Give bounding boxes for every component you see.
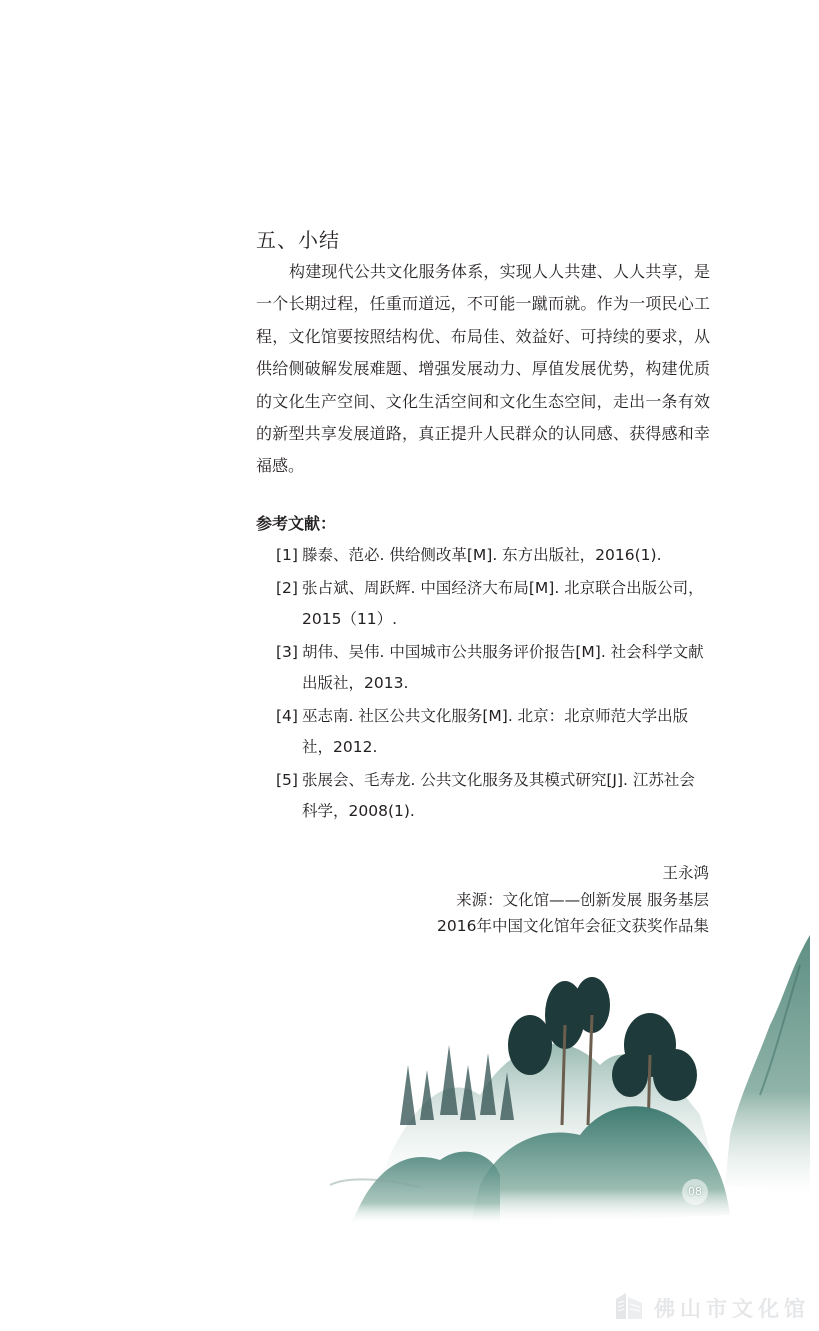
author-name: 王永鸿 bbox=[662, 864, 709, 882]
page-number: 08 bbox=[682, 1179, 708, 1205]
reference-number: [1] bbox=[276, 546, 298, 564]
reference-number: [4] bbox=[276, 707, 298, 725]
source-line: 来源：文化馆——创新发展 服务基层 bbox=[456, 890, 709, 909]
reference-item bbox=[276, 701, 710, 763]
reference-text: 胡伟、吴伟. 中国城市公共服务评价报告[M]. 社会科学文献出版社，2013. bbox=[302, 643, 704, 692]
summary-body bbox=[256, 256, 710, 483]
reference-number: [5] bbox=[276, 771, 298, 789]
references-list bbox=[276, 540, 710, 829]
section-title: 五、小结 bbox=[256, 228, 340, 252]
reference-text: 张占斌、周跃辉. 中国经济大布局[M]. 北京联合出版公司，2015（11）. bbox=[302, 579, 704, 628]
reference-item bbox=[276, 765, 710, 827]
building-icon bbox=[612, 1289, 646, 1323]
references-title: 参考文献： bbox=[256, 514, 337, 533]
summary-paragraph: 构建现代公共文化服务体系，实现人人共建、人人共享，是一个长期过程，任重而道远，不可能一蹴而就。作为一项民心工程，文化馆要按照结构优、布局佳、效益好、可持续的要求，从供给侧破解发展难题、增强发展动力、厚值发展优势，构建优质的文化生产空间、文化生活空间和文化生态空间，走出一条有效的新型共享发展道路，真正提升人民群众的认同感、获得感和幸福感。 bbox=[256, 262, 710, 476]
watermark-text: 佛山市文化馆 bbox=[654, 1296, 810, 1321]
reference-item bbox=[276, 637, 710, 699]
reference-number: [3] bbox=[276, 643, 298, 661]
reference-item bbox=[276, 573, 710, 635]
reference-number: [2] bbox=[276, 579, 298, 597]
collection-line: 2016年中国文化馆年会征文获奖作品集 bbox=[437, 917, 709, 935]
reference-text: 张展会、毛寿龙. 公共文化服务及其模式研究[J]. 江苏社会科学，2008(1). bbox=[302, 771, 695, 820]
reference-item bbox=[276, 540, 710, 571]
landscape-painting-illustration bbox=[330, 925, 810, 1230]
reference-text: 滕泰、范必. 供给侧改革[M]. 东方出版社，2016(1). bbox=[302, 546, 662, 564]
reference-text: 巫志南. 社区公共文化服务[M]. 北京：北京师范大学出版社，2012. bbox=[302, 707, 689, 756]
watermark bbox=[612, 1287, 812, 1327]
